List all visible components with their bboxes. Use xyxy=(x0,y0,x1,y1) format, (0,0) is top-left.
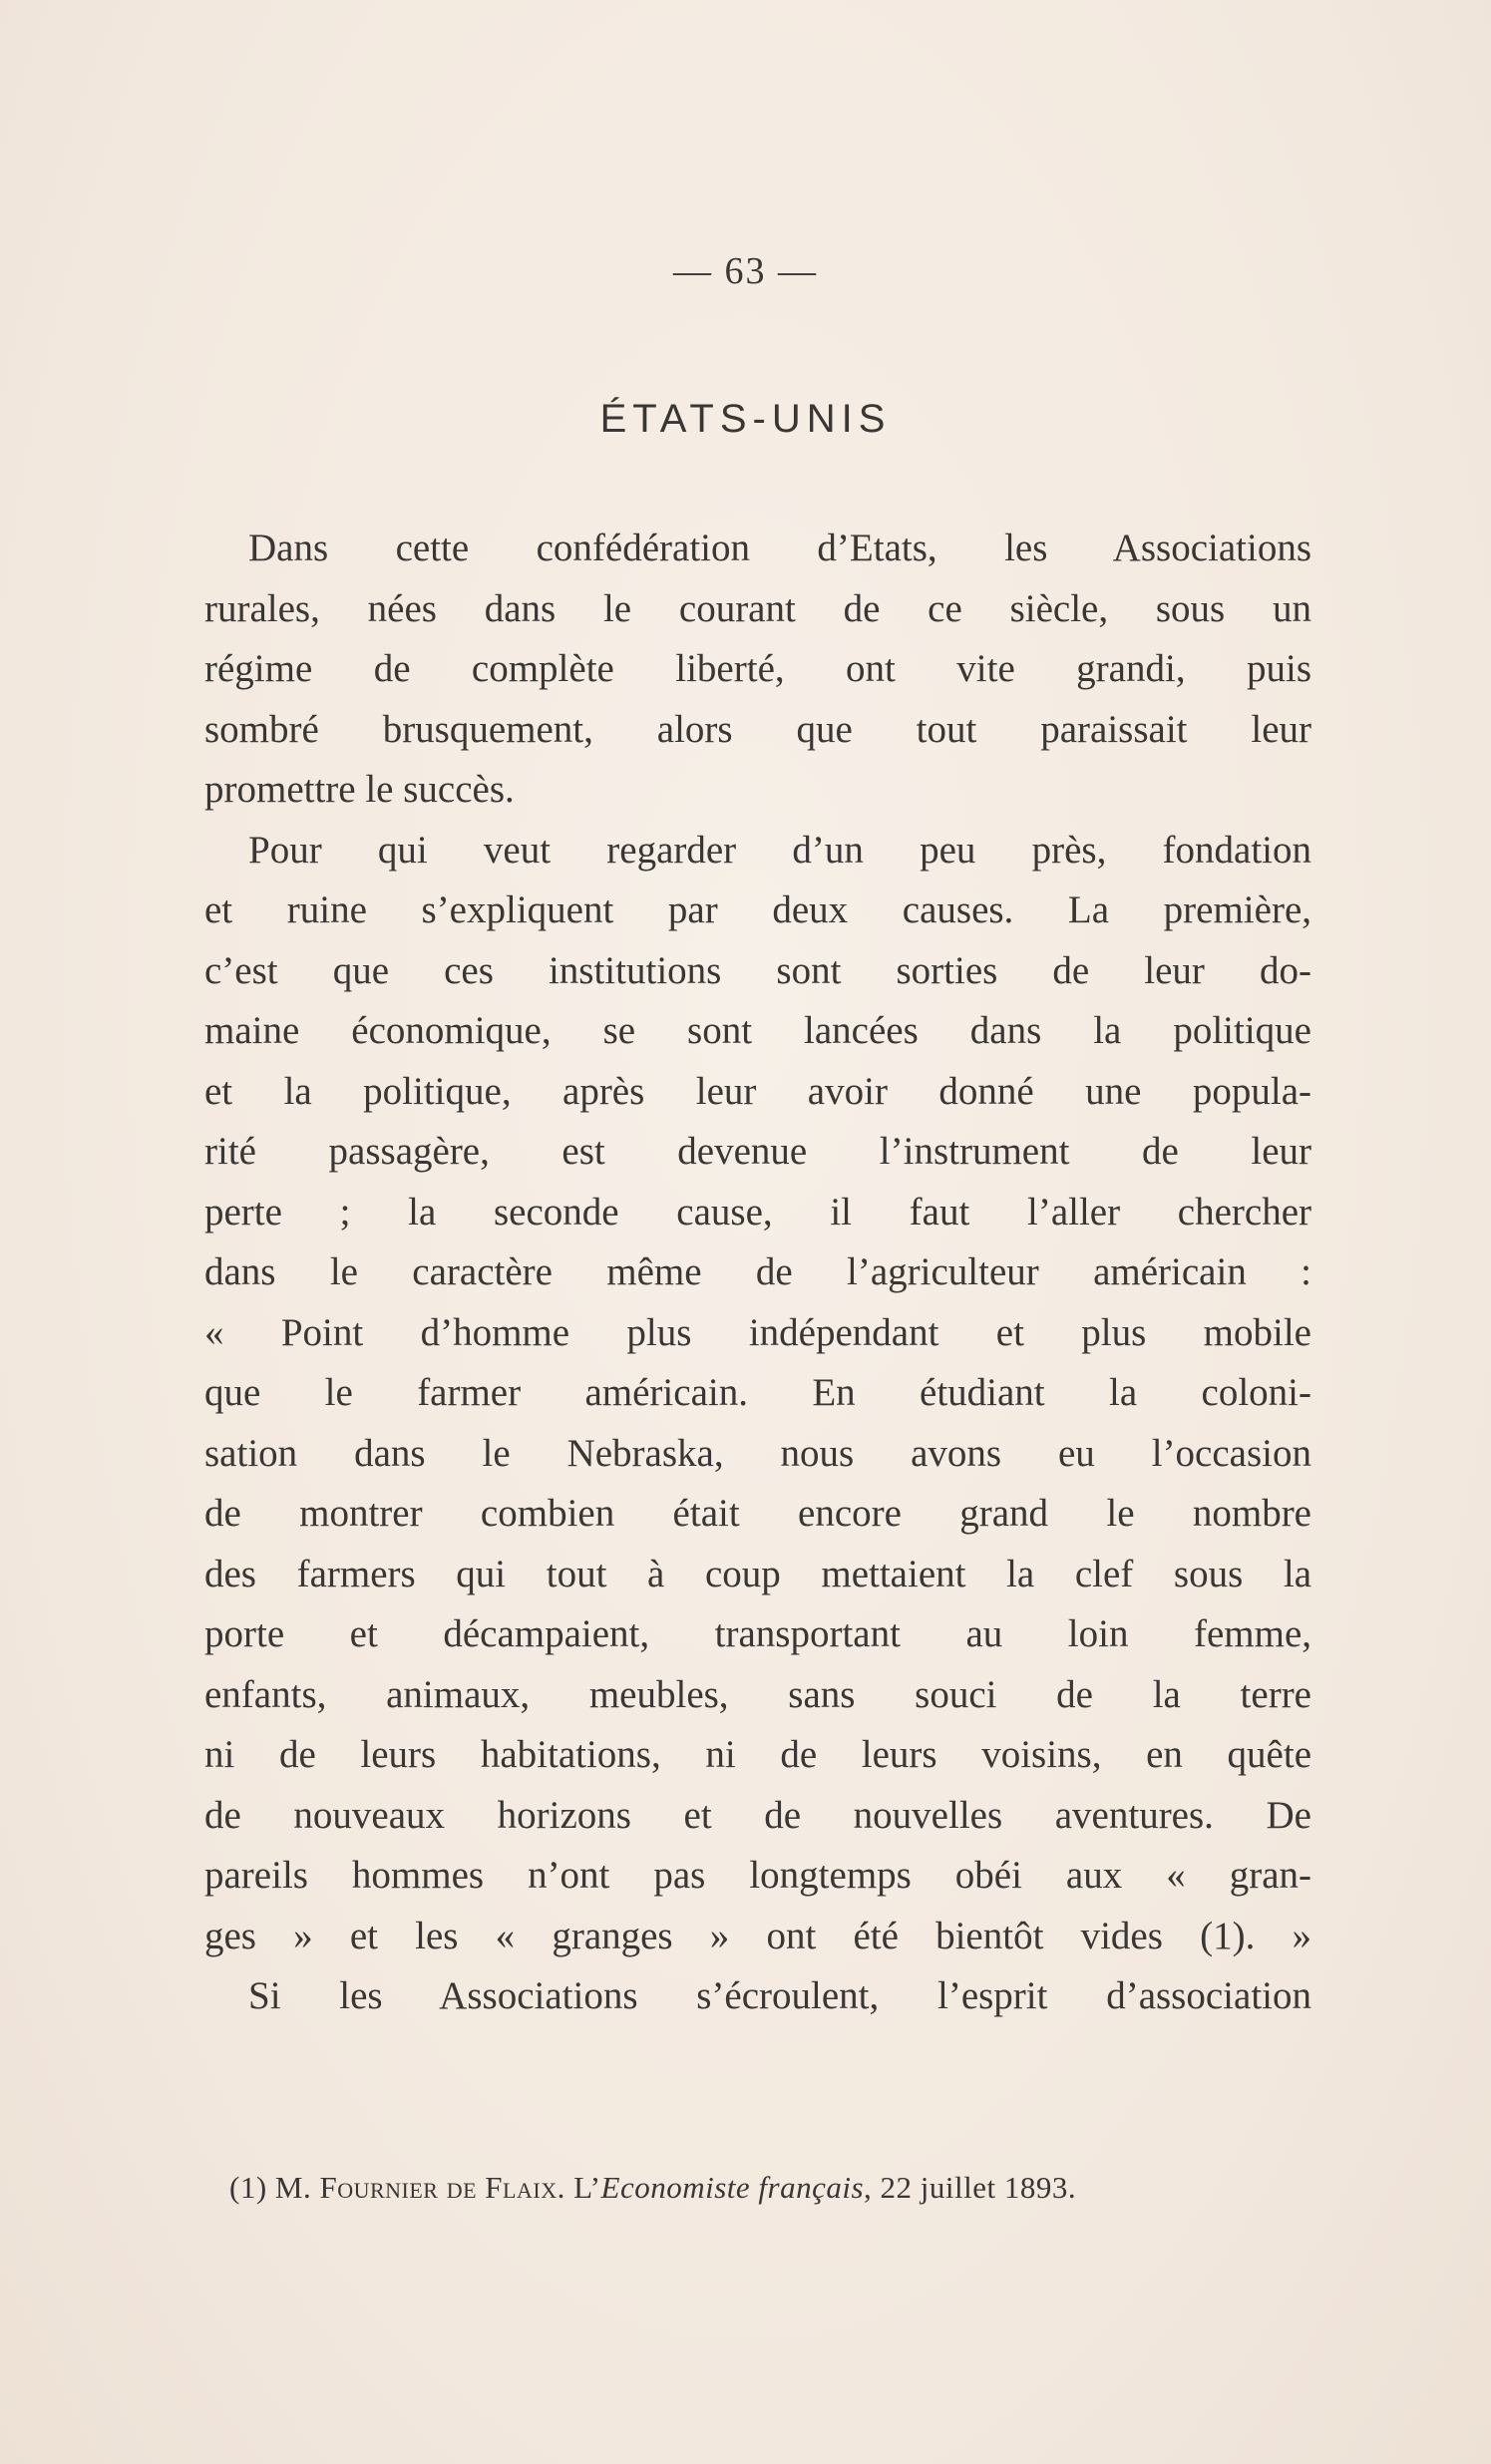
text-line: Dans cette confédération d’Etats, les Associations xyxy=(248,527,1311,569)
text-line: pareils hommes n’ont pas longtemps obéi aux « gran- xyxy=(204,1854,1311,1897)
text-line: maine économique, se sont lancées dans la politique xyxy=(204,1009,1311,1052)
page-number: — 63 — xyxy=(673,250,818,292)
text-line: « Point d’homme plus indépendant et plus mobile xyxy=(204,1310,1311,1354)
footnote xyxy=(229,2170,1316,2206)
text-line: rité passagère, est devenue l’instrument de leur xyxy=(204,1130,1311,1173)
text-line: sombré brusquement, alors que tout paraissait leur xyxy=(204,707,1311,751)
text-line: de montrer combien était encore grand le nombre xyxy=(204,1492,1311,1535)
chapter-title: ÉTATS-UNIS xyxy=(599,397,892,441)
text-line: promettre le succès. xyxy=(204,768,515,811)
body-text xyxy=(204,519,1311,2027)
text-line: c’est que ces institutions sont sorties de leur do- xyxy=(204,948,1311,992)
text-line: ni de leurs habitations, ni de leurs voisins, en quête xyxy=(204,1733,1311,1776)
text-line: porte et décampaient, transportant au loin femme, xyxy=(204,1612,1311,1655)
text-line: enfants, animaux, meubles, sans souci de la terre xyxy=(204,1672,1311,1716)
footnote-separator: . L’ xyxy=(557,2170,601,2205)
text-line: régime de complète liberté, ont vite grandi, puis xyxy=(204,647,1311,690)
text-line: Si les Associations s’écroulent, l’esprit d’association xyxy=(248,1974,1311,2017)
footnote-author: Fournier de Flaix xyxy=(319,2170,558,2205)
footnote-publication: Economiste français xyxy=(600,2170,865,2205)
footnote-marker: (1) M. xyxy=(229,2170,312,2205)
text-line: perte ; la seconde cause, il faut l’aller chercher xyxy=(204,1190,1311,1233)
text-line: ges » et les « granges » ont été bientôt vides (1). » xyxy=(204,1914,1311,1957)
text-line: et la politique, après leur avoir donné une popula- xyxy=(204,1069,1311,1113)
text-line: et ruine s’expliquent par deux causes. La première, xyxy=(204,888,1311,931)
text-line: de nouveaux horizons et de nouvelles aventures. De xyxy=(204,1793,1311,1837)
text-line: rurales, nées dans le courant de ce siècle, sous un xyxy=(204,586,1311,630)
footnote-date: , 22 juillet 1893. xyxy=(864,2170,1077,2205)
text-line: dans le caractère même de l’agriculteur américain : xyxy=(204,1250,1311,1293)
text-line: que le farmer américain. En étudiant la coloni- xyxy=(204,1371,1311,1414)
text-line: Pour qui veut regarder d’un peu près, fondation xyxy=(248,828,1311,872)
text-line: des farmers qui tout à coup mettaient la clef sous la xyxy=(204,1552,1311,1595)
text-line: sation dans le Nebraska, nous avons eu l’occasion xyxy=(204,1431,1311,1475)
